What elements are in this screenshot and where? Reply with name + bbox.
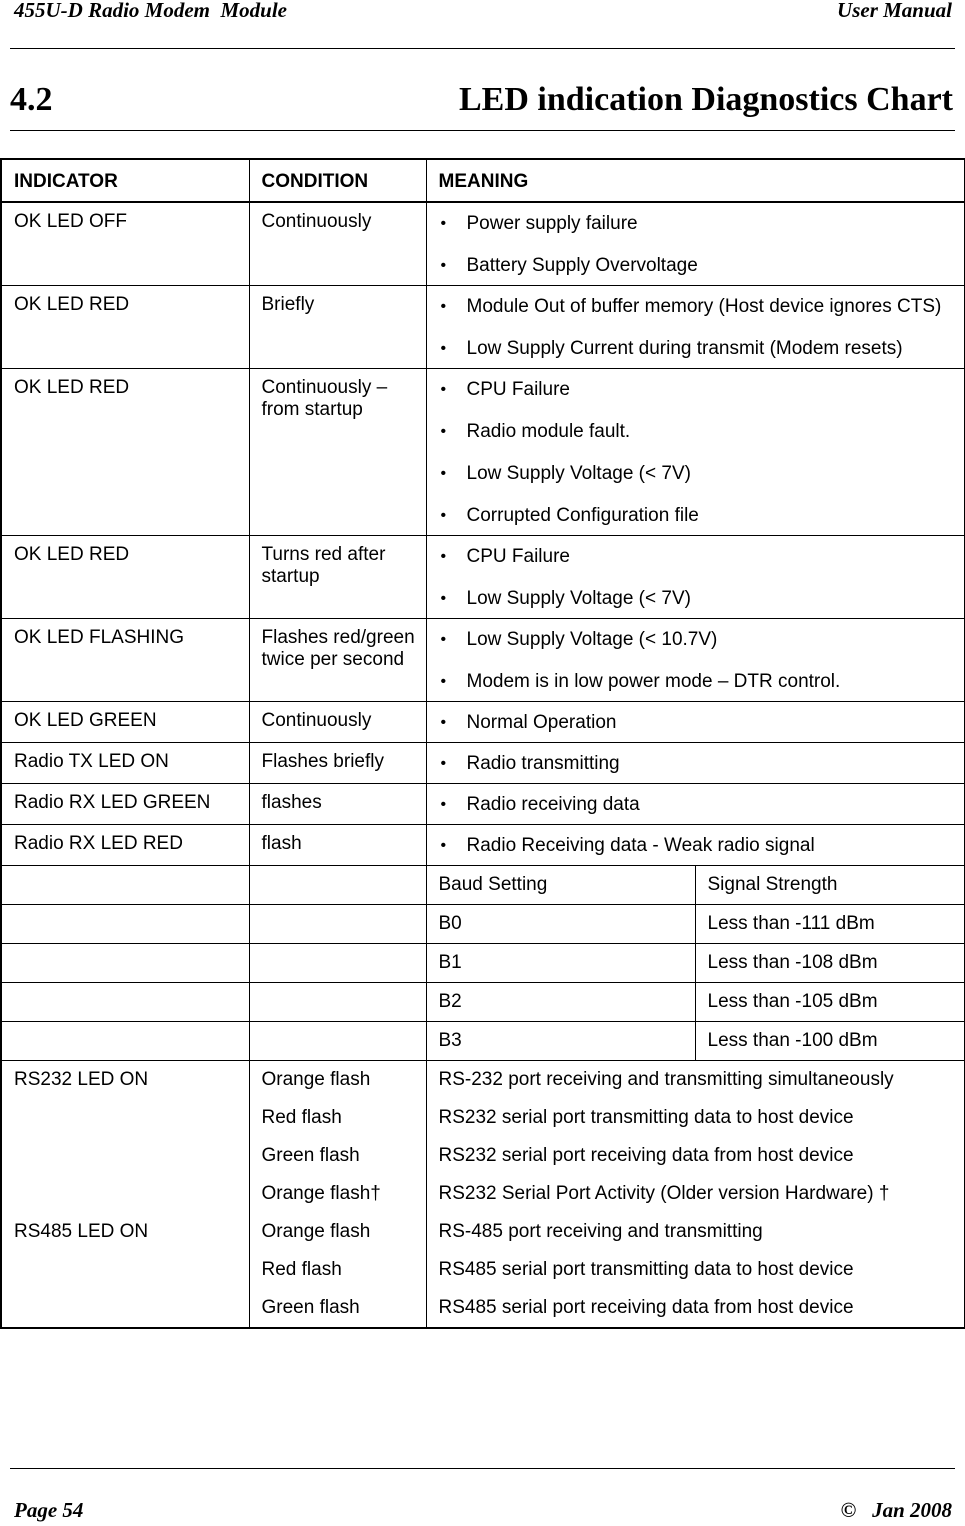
column-header-indicator: INDICATOR: [1, 159, 249, 202]
condition-cell: flashes: [249, 784, 426, 825]
meaning-list: [437, 379, 955, 527]
empty-cell: [249, 983, 426, 1022]
page-footer: [0, 1498, 965, 1526]
condition-cell: flash: [249, 825, 426, 866]
empty-cell: [1, 905, 249, 944]
condition-cell: Continuously: [249, 702, 426, 743]
serial-row: [1, 1061, 965, 1100]
condition-cell: Orange flash: [249, 1061, 426, 1100]
bullet-icon: •: [440, 298, 447, 315]
bullet-icon: •: [440, 673, 447, 690]
meaning-text: Radio Receiving data - Weak radio signal: [466, 835, 815, 856]
meaning-text: Radio receiving data: [466, 794, 640, 815]
indicator-cell: [1, 1289, 249, 1328]
table-row: [1, 369, 965, 536]
meaning-text: Module Out of buffer memory (Host device ignores CTS): [466, 296, 942, 317]
table-row: [1, 784, 965, 825]
serial-row: [1, 1213, 965, 1251]
list-item: [437, 753, 955, 775]
empty-cell: [249, 905, 426, 944]
table-header-row: [1, 159, 965, 202]
table-row: [1, 743, 965, 784]
meaning-text: Radio module fault.: [466, 421, 631, 442]
baud-cell: B2: [426, 983, 695, 1022]
bullet-icon: •: [440, 631, 447, 648]
footer-divider: [10, 1468, 955, 1469]
condition-cell: Red flash: [249, 1099, 426, 1137]
signal-row: [1, 983, 965, 1022]
strength-cell: Less than -111 dBm: [695, 905, 965, 944]
table-row: [1, 825, 965, 866]
indicator-cell: Radio RX LED GREEN: [1, 784, 249, 825]
bullet-icon: •: [440, 507, 447, 524]
table-body: [1, 202, 965, 1328]
empty-cell: [1, 983, 249, 1022]
document-title: 455U-D Radio Modem Module: [14, 0, 287, 22]
condition-cell: Continuously – from startup: [249, 369, 426, 536]
heading-divider: [10, 130, 955, 131]
indicator-cell: Radio TX LED ON: [1, 743, 249, 784]
header-divider: [10, 48, 955, 49]
manual-label: User Manual: [837, 0, 952, 22]
meaning-text: CPU Failure: [466, 379, 570, 400]
meaning-text: Radio transmitting: [466, 753, 620, 774]
list-item: [437, 588, 955, 610]
empty-cell: [249, 1022, 426, 1061]
strength-cell: Less than -108 dBm: [695, 944, 965, 983]
indicator-cell: RS485 LED ON: [1, 1213, 249, 1251]
empty-cell: [1, 1022, 249, 1061]
list-item: [437, 463, 955, 485]
meaning-text: Power supply failure: [466, 213, 638, 234]
indicator-cell: RS232 LED ON: [1, 1061, 249, 1100]
list-item: [437, 794, 955, 816]
condition-cell: Orange flash†: [249, 1175, 426, 1213]
meaning-text: Low Supply Voltage (< 7V): [466, 588, 691, 609]
column-header-meaning: MEANING: [426, 159, 965, 202]
meaning-list: [437, 546, 955, 610]
condition-cell: Continuously: [249, 202, 426, 286]
page-header: [0, 0, 965, 50]
meaning-cell: RS232 Serial Port Activity (Older version Hardware) †: [426, 1175, 965, 1213]
list-item: [437, 213, 955, 235]
led-diagnostics-table: [0, 158, 965, 1329]
bullet-icon: •: [440, 381, 447, 398]
empty-cell: [1, 944, 249, 983]
meaning-text: Battery Supply Overvoltage: [466, 255, 698, 276]
meaning-text: Normal Operation: [466, 712, 617, 733]
condition-cell: Orange flash: [249, 1213, 426, 1251]
list-item: [437, 546, 955, 568]
meaning-list: [437, 794, 955, 816]
list-item: [437, 835, 955, 857]
meaning-list: [437, 753, 955, 775]
bullet-icon: •: [440, 465, 447, 482]
table-row: [1, 202, 965, 286]
meaning-list: [437, 835, 955, 857]
baud-cell: B0: [426, 905, 695, 944]
signal-row: [1, 1022, 965, 1061]
bullet-icon: •: [440, 755, 447, 772]
bullet-icon: •: [440, 340, 447, 357]
meaning-list: [437, 629, 955, 693]
meaning-cell: RS485 serial port receiving data from host device: [426, 1289, 965, 1328]
indicator-cell: OK LED GREEN: [1, 702, 249, 743]
serial-row: [1, 1289, 965, 1328]
list-item: [437, 296, 955, 318]
meaning-cell: [426, 286, 965, 369]
meaning-text: Low Supply Voltage (< 7V): [466, 463, 691, 484]
list-item: [437, 712, 955, 734]
list-item: [437, 379, 955, 401]
serial-row: [1, 1099, 965, 1137]
meaning-cell: [426, 825, 965, 866]
condition-cell: Flashes briefly: [249, 743, 426, 784]
meaning-cell: RS-485 port receiving and transmitting: [426, 1213, 965, 1251]
signal-row: [1, 905, 965, 944]
meaning-cell: RS-232 port receiving and transmitting simultaneously: [426, 1061, 965, 1100]
meaning-list: [437, 712, 955, 734]
indicator-cell: [1, 1137, 249, 1175]
signal-row: [1, 944, 965, 983]
meaning-cell: [426, 369, 965, 536]
indicator-cell: OK LED RED: [1, 536, 249, 619]
meaning-text: Low Supply Voltage (< 10.7V): [466, 629, 718, 650]
page-number: Page 54: [14, 1498, 84, 1522]
serial-row: [1, 1137, 965, 1175]
section-number: 4.2: [10, 81, 53, 118]
list-item: [437, 421, 955, 443]
indicator-cell: OK LED RED: [1, 369, 249, 536]
bullet-icon: •: [440, 796, 447, 813]
copyright-date: © Jan 2008: [840, 1498, 952, 1522]
condition-cell: Red flash: [249, 1251, 426, 1289]
indicator-cell: [1, 1251, 249, 1289]
section-title: LED indication Diagnostics Chart: [459, 81, 953, 118]
serial-row: [1, 1175, 965, 1213]
indicator-cell: [1, 1175, 249, 1213]
list-item: [437, 629, 955, 651]
meaning-text: Modem is in low power mode – DTR control.: [466, 671, 841, 692]
table-row: [1, 619, 965, 702]
signal-header-row: [1, 866, 965, 905]
bullet-icon: •: [440, 837, 447, 854]
bullet-icon: •: [440, 590, 447, 607]
indicator-cell: OK LED OFF: [1, 202, 249, 286]
bullet-icon: •: [440, 548, 447, 565]
meaning-text: Low Supply Current during transmit (Modem resets): [466, 338, 903, 359]
strength-cell: Less than -100 dBm: [695, 1022, 965, 1061]
baud-cell: B3: [426, 1022, 695, 1061]
meaning-text: CPU Failure: [466, 546, 570, 567]
meaning-cell: [426, 202, 965, 286]
list-item: [437, 255, 955, 277]
meaning-list: [437, 296, 955, 360]
meaning-cell: RS485 serial port transmitting data to host device: [426, 1251, 965, 1289]
serial-row: [1, 1251, 965, 1289]
meaning-cell: RS232 serial port transmitting data to host device: [426, 1099, 965, 1137]
empty-cell: [249, 866, 426, 905]
meaning-cell: [426, 702, 965, 743]
signal-strength-header: Signal Strength: [695, 866, 965, 905]
column-header-condition: CONDITION: [249, 159, 426, 202]
indicator-cell: OK LED RED: [1, 286, 249, 369]
condition-cell: Flashes red/green twice per second: [249, 619, 426, 702]
table-row: [1, 536, 965, 619]
table-row: [1, 286, 965, 369]
section-heading: [10, 78, 953, 128]
list-item: [437, 505, 955, 527]
indicator-cell: OK LED FLASHING: [1, 619, 249, 702]
condition-cell: Green flash: [249, 1137, 426, 1175]
baud-cell: B1: [426, 944, 695, 983]
meaning-cell: [426, 784, 965, 825]
list-item: [437, 671, 955, 693]
meaning-cell: [426, 619, 965, 702]
empty-cell: [1, 866, 249, 905]
indicator-cell: [1, 1099, 249, 1137]
condition-cell: Turns red after startup: [249, 536, 426, 619]
condition-cell: Briefly: [249, 286, 426, 369]
baud-setting-header: Baud Setting: [426, 866, 695, 905]
meaning-cell: [426, 743, 965, 784]
condition-cell: Green flash: [249, 1289, 426, 1328]
meaning-text: Corrupted Configuration file: [466, 505, 699, 526]
meaning-cell: [426, 536, 965, 619]
strength-cell: Less than -105 dBm: [695, 983, 965, 1022]
table-row: [1, 702, 965, 743]
meaning-list: [437, 213, 955, 277]
bullet-icon: •: [440, 257, 447, 274]
list-item: [437, 338, 955, 360]
meaning-cell: RS232 serial port receiving data from host device: [426, 1137, 965, 1175]
empty-cell: [249, 944, 426, 983]
bullet-icon: •: [440, 423, 447, 440]
bullet-icon: •: [440, 215, 447, 232]
indicator-cell: Radio RX LED RED: [1, 825, 249, 866]
bullet-icon: •: [440, 714, 447, 731]
